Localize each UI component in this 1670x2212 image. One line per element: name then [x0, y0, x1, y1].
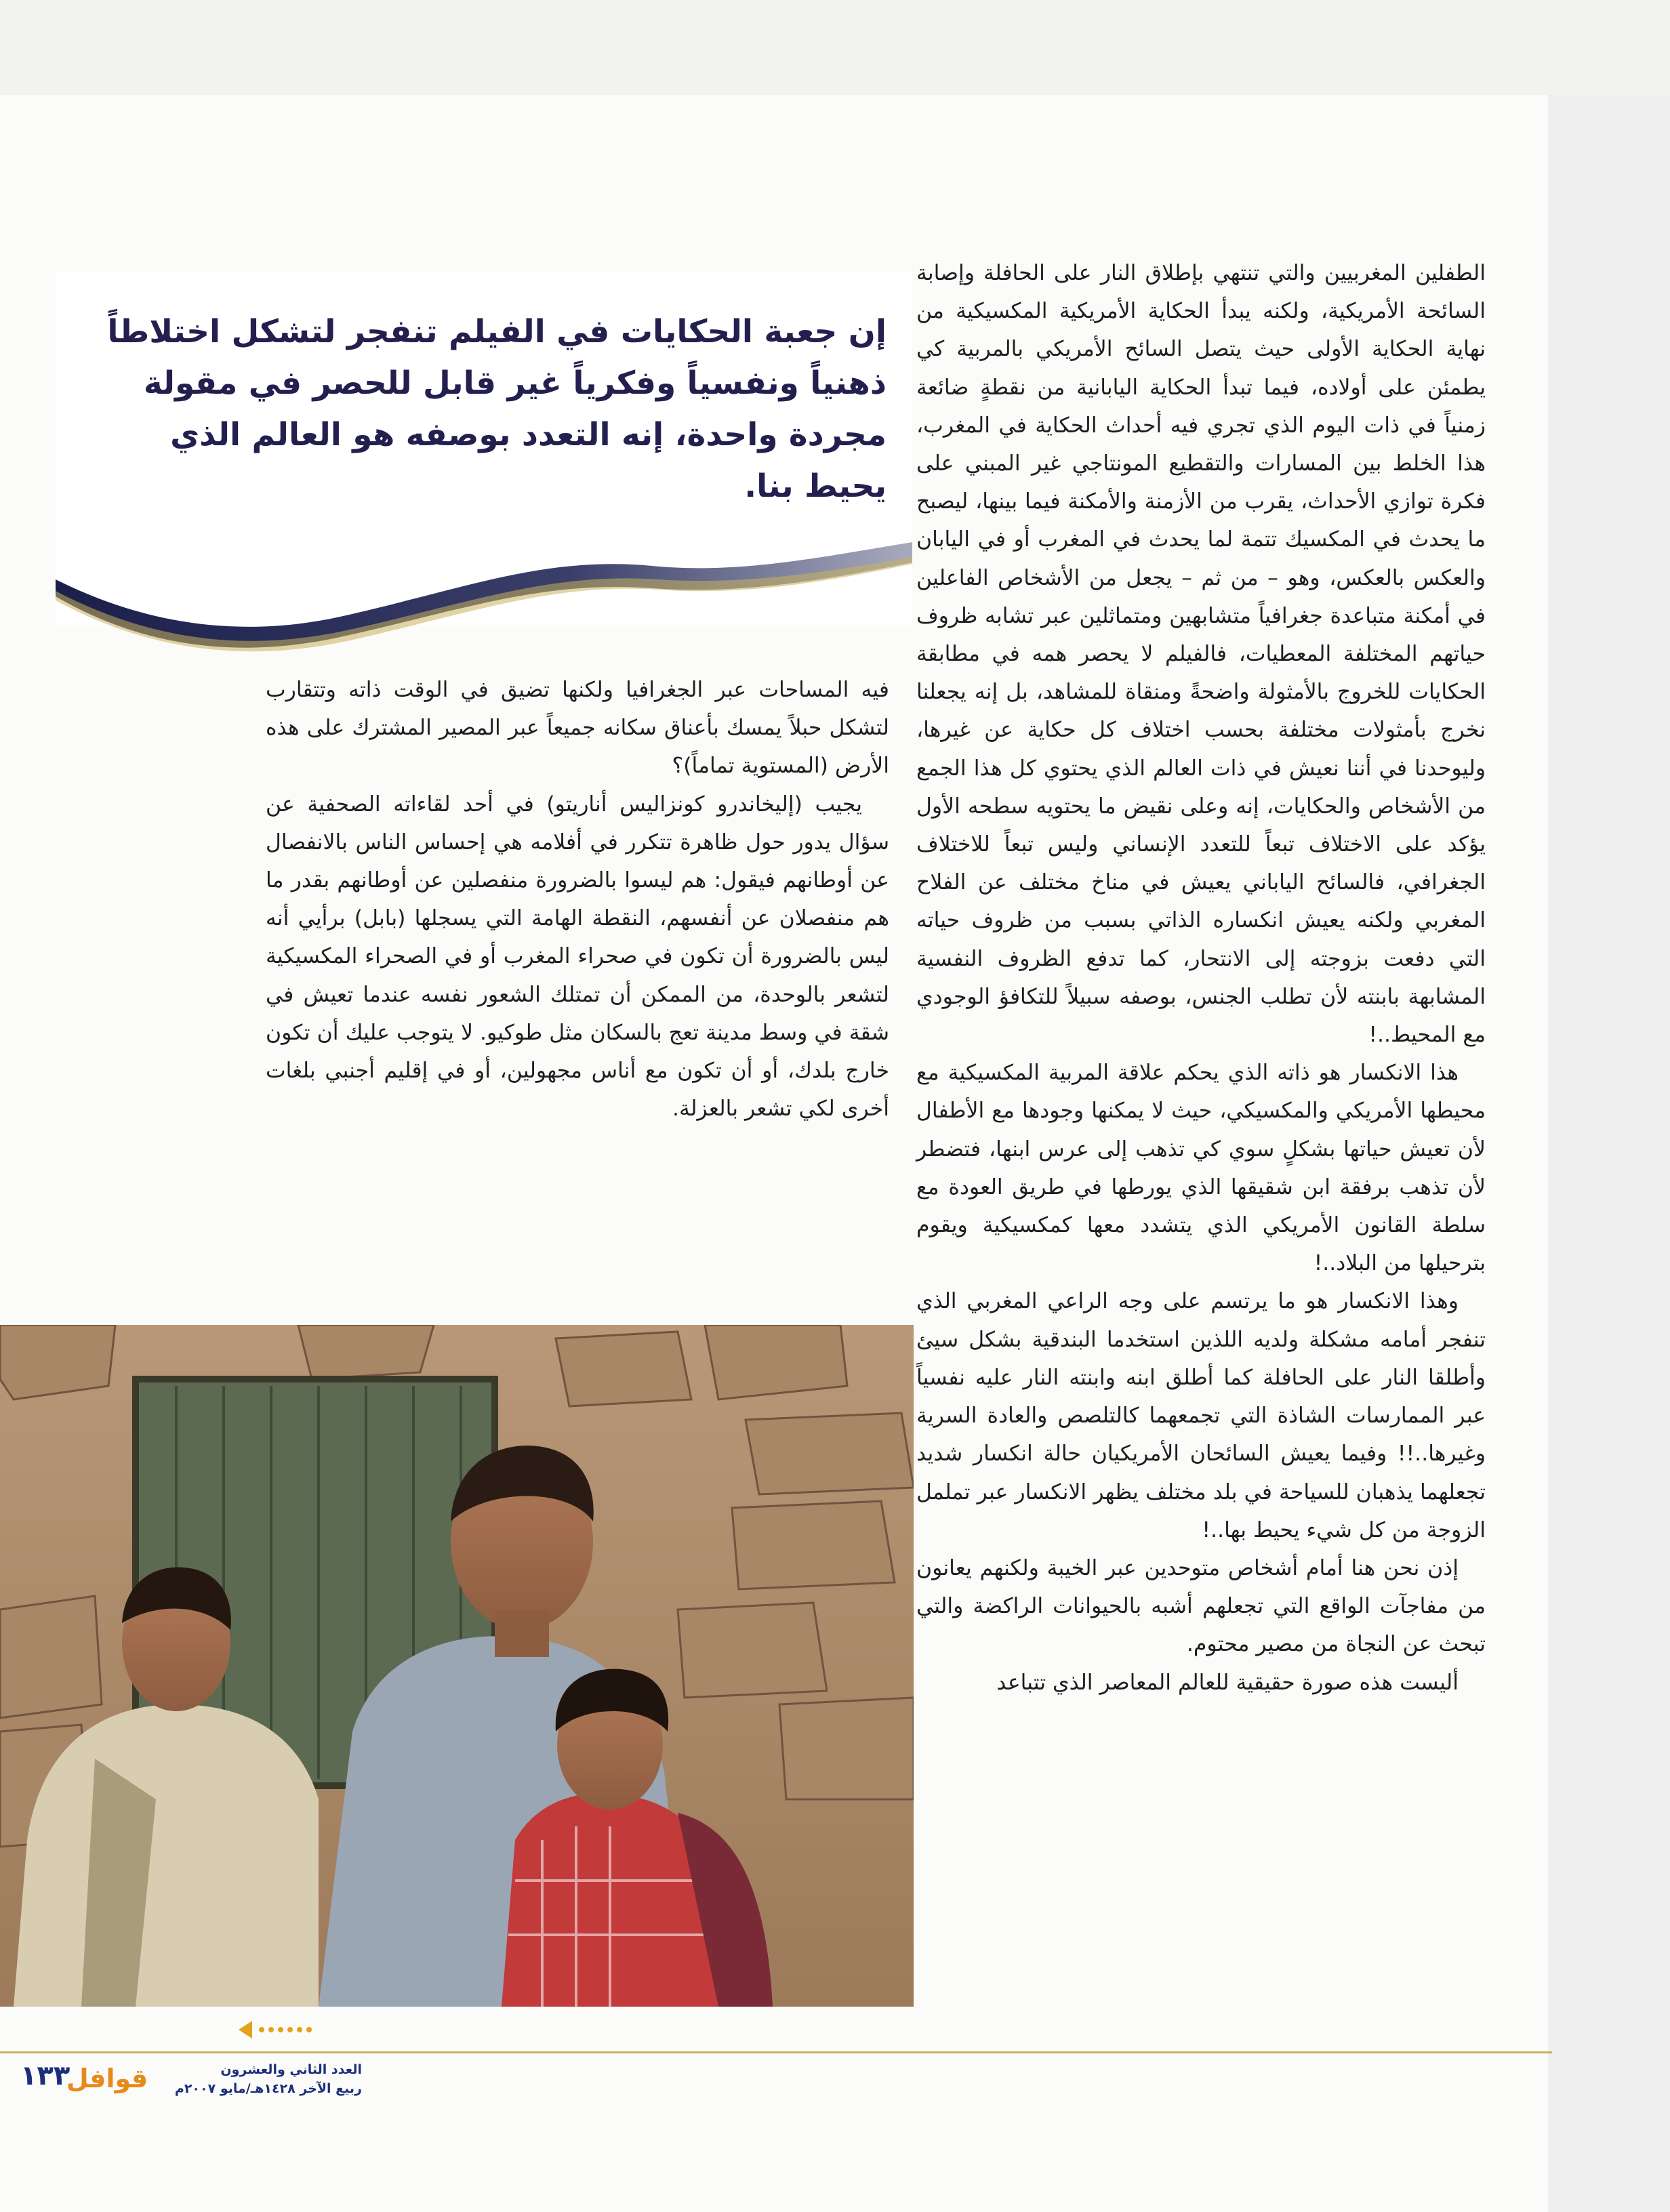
footer-rule: [0, 2051, 1552, 2053]
paragraph: إذن نحن هنا أمام أشخاص متوحدين عبر الخيبة ولكنهم يعانون من مفاجآت الواقع التي تجعلهم أشبه بالحيوانات الراكضة والتي تبحث عن النجاة من مصير محتوم.: [916, 1555, 1486, 1657]
issue-line: العدد الثاني والعشرون: [220, 2062, 362, 2077]
issue-date: ربيع الآخر ١٤٢٨هـ/مايو ٢٠٠٧م: [174, 2081, 362, 2096]
pullquote-text: إن جعبة الحكايات في الفيلم تنفجر لتشكل اختلاطاً ذهنياً ونفسياً وفكرياً غير قابل للحصر في مقولة مجردة واحدة، إنه التعدد بوصفه هو العالم الذي يحيط بنا.: [107, 313, 887, 505]
magazine-logo: [66, 2052, 148, 2106]
issue-info: [159, 2060, 362, 2098]
continue-arrow-icon: [239, 2020, 313, 2040]
magazine-logo-text: قوافل: [66, 2064, 148, 2093]
paragraph: أليست هذه صورة حقيقية للعالم المعاصر الذي تتباعد: [996, 1670, 1459, 1695]
page-number: ١٣٣: [20, 2060, 70, 2091]
paragraph: يجيب (إليخاندرو كونزاليس أناريتو) في أحد لقاءاته الصحفية عن سؤال يدور حول ظاهرة تتكرر في أفلامه هي إحساس الناس بالانفصال عن أوطانهم فيقول: هم ليسوا بالضرورة منفصلين عن أوطانهم بقدر ما هم منفصلان عن أنفسهم، النقطة الهامة التي يسجلها (بابل) برأيي أنه ليس بالضرورة أن تكون في صحراء المغرب أو في الصحراء المكسيكية لتشعر بالوحدة، من الممكن أن تمتلك الشعور نفسه عندما تعيش في شقة في وسط مدينة تعج بالسكان مثل طوكيو. لا يتوجب عليك أن تكون خارج بلدك، أو أن تكون مع أناس مجهولين، أو في إقليم أجنبي بلغات أخرى لكي تشعر بالعزلة.: [266, 792, 889, 1122]
paragraph: وهذا الانكسار هو ما يرتسم على وجه الراعي المغربي الذي تنفجر أمامه مشكلة ولديه اللذين استخدما البندقية بشكل سيئ وأطلقا النار على الحافلة كما أطلق ابنه وابنته النار عليه نفسياً عبر الممارسات الشاذة التي تجمعهما كالتلصص والعادة السرية وغيرها..!! وفيما يعيش السائحان الأمريكيان حالة انكسار شديد تجعلهما يذهبان للسياحة في بلد مختلف يظهر الانكسار عبر تململ الزوجة من كل شيء يحيط بها..!: [916, 1289, 1486, 1542]
article-right-column: [916, 254, 1486, 1702]
decorative-wave: [56, 515, 912, 664]
film-still-image: [0, 1325, 914, 2007]
right-margin-strip: [1548, 95, 1670, 2212]
paragraph: الطفلين المغربيين والتي تنتهي بإطلاق النار على الحافلة وإصابة السائحة الأمريكية، ولكنه يبدأ الحكاية الأمريكية المكسيكية من نهاية الحكاية الأولى حيث يتصل السائح الأمريكي بالمربية كي يطمئن على أولاده، فيما تبدأ الحكاية اليابانية من نقطةٍ ضائعة زمنياً في ذات اليوم الذي تجري فيه أحداث الحكاية في المغرب، هذا الخلط بين المسارات والتقطيع المونتاجي غير المبني على فكرة توازي الأحداث، يقرب من الأزمنة والأمكنة فيما بينها، ليصبح ما يحدث في المكسيك تتمة لما يحدث في المغرب أو في اليابان والعكس بالعكس، وهو – من ثم – يجعل من الأشخاص الفاعلين في أمكنة متباعدة جغرافياً متشابهين ومتماثلين عبر تشابه ظروف حياتهم المختلفة المعطيات، فالفيلم لا يحصر همه في مطابقة الحكايات للخروج بالأمثولة واضحةً ومنقاة للمشاهد، بل إنه يجعلنا نخرج بأمثولات مختلفة بحسب اختلاف كل حكاية عن غيرها، وليوحدنا في أننا نعيش في ذات العالم الذي يحتوي كل هذا الجمع من الأشخاص والحكايات، إنه وعلى نقيض ما يحتويه سطحه الأول يؤكد على الاختلاف تبعاً للتعدد الإنساني وليس تبعاً للاختلاف الجغرافي، فالسائح الياباني يعيش في مناخ مختلف عن الفلاح المغربي ولكنه يعيش انكساره الذاتي بسبب من ظروف حياته التي دفعت بزوجته إلى الانتحار، كما تدفع الظروف النفسية المشابهة بابنته لأن تطلب الجنس، بوصفه سبيلاً للتكافؤ الوجودي مع المحيط..!: [916, 261, 1486, 1048]
top-margin-shade: [0, 0, 1670, 95]
article-left-column: [266, 671, 889, 1128]
paragraph: هذا الانكسار هو ذاته الذي يحكم علاقة المربية المكسيكية مع محيطها الأمريكي والمكسيكي، حيث لا يمكنها وجودها مع الأطفال لأن تعيش حياتها بشكلٍ سوي كي تذهب إلى عرس ابنها، فتضطر لأن تذهب برفقة ابن شقيقها الذي يورطها في طريق العودة مع سلطة القانون الأمريكي الذي يتشدد معها كمكسيكية ويقوم بترحيلها من البلاد..!: [916, 1061, 1486, 1276]
paragraph: فيه المساحات عبر الجغرافيا ولكنها تضيق في الوقت ذاته وتتقارب لتشكل حبلاً يمسك بأعناق سكانه جميعاً عبر المصير المشترك على هذه الأرض (المستوية تماماً)؟: [266, 678, 889, 779]
